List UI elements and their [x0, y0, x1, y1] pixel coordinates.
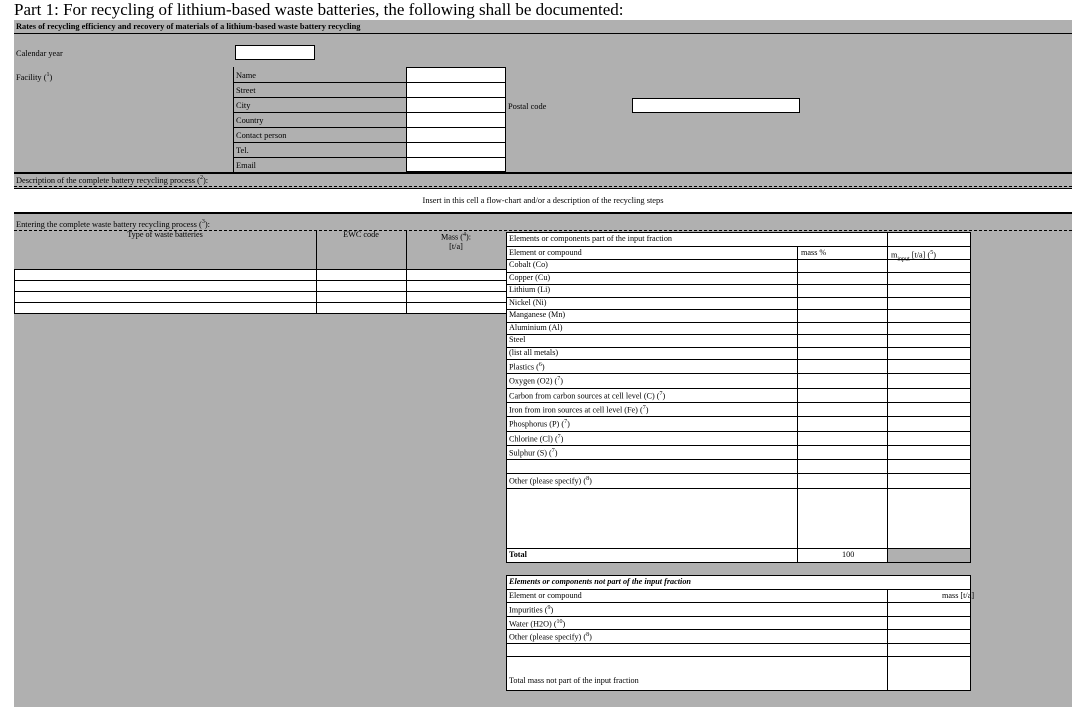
mass-pct-cell[interactable] — [798, 335, 886, 347]
input-row-label: Phosphorus (P) ($^7$) — [509, 419, 570, 429]
input-col-minput: $m_{input}$ [t/a] ($^5$) — [891, 250, 936, 263]
mass-pct-cell[interactable] — [798, 460, 886, 472]
page-heading: Part 1: For recycling of lithium-based waste batteries, the following shall be documented: — [14, 0, 624, 19]
input-row-label: Oxygen (O2) ($^7$) — [509, 376, 563, 387]
not-input-title: Elements or components not part of the input fraction — [509, 577, 691, 586]
facility-field-label: Street — [236, 86, 256, 95]
facility-contact-field[interactable] — [406, 127, 506, 143]
facility-field-label: Email — [236, 161, 257, 170]
entering-label: Entering the complete waste battery recycling process ($^3$): — [16, 219, 210, 229]
mass-pct-cell[interactable] — [798, 432, 886, 444]
not-input-mass-cell[interactable] — [888, 630, 970, 643]
mass-pct-cell[interactable] — [798, 298, 886, 310]
input-row-label: Aluminium (Al) — [509, 322, 563, 332]
minput-cell[interactable] — [888, 403, 970, 415]
minput-cell[interactable] — [888, 474, 970, 486]
input-row-label: Plastics ($^6$) — [509, 362, 545, 372]
not-input-row-label: Water (H2O) ($^{10}$) — [509, 618, 566, 629]
facility-label: Facility ($^1$) — [16, 72, 53, 82]
mass-pct-cell[interactable] — [798, 360, 886, 372]
facility-street-field[interactable] — [406, 82, 506, 98]
col-mass-unit: [t/a] — [449, 242, 463, 251]
not-input-row-label: Impurities ($^9$) — [509, 605, 554, 615]
minput-cell[interactable] — [888, 323, 970, 335]
form-panel — [14, 20, 1072, 707]
not-input-row-label: Other (please specify) ($^8$) — [509, 632, 592, 642]
mass-pct-cell[interactable] — [798, 260, 886, 272]
total-label: Total — [509, 550, 527, 559]
not-input-mass-cell[interactable] — [888, 603, 970, 616]
not-input-col-element: Element or compound — [509, 591, 582, 600]
not-input-total-label: Total mass not part of the input fraction — [509, 676, 639, 685]
battery-entry-row[interactable] — [14, 302, 507, 314]
minput-cell[interactable] — [888, 298, 970, 310]
input-row-label: Other (please specify) ($^8$) — [509, 476, 592, 487]
facility-field-label: Name — [236, 71, 256, 80]
col-type-header: Type of waste batteries — [127, 230, 203, 239]
minput-cell[interactable] — [888, 335, 970, 347]
input-row-label: Cobalt (Co) — [509, 260, 548, 269]
facility-email-field[interactable] — [406, 157, 506, 172]
description-hint: Insert in this cell a flow-chart and/or a description of the recycling steps — [422, 196, 664, 205]
facility-field-label: City — [236, 101, 251, 110]
mass-pct-cell[interactable] — [798, 323, 886, 335]
col-ewc-header: EWC code — [343, 230, 379, 239]
minput-cell[interactable] — [888, 260, 970, 272]
facility-name-field[interactable] — [406, 67, 506, 83]
not-input-col-mass: mass [t/a] — [942, 591, 975, 600]
input-row-label: Carbon from carbon sources at cell level (C) ($^7$) — [509, 390, 666, 401]
minput-cell[interactable] — [888, 446, 970, 458]
mass-pct-cell[interactable] — [798, 474, 886, 486]
input-col-mass-pct: mass % — [801, 248, 827, 257]
input-row-label: Chlorine (Cl) ($^7$) — [509, 433, 564, 444]
mass-pct-cell[interactable] — [798, 273, 886, 285]
mass-pct-cell[interactable] — [798, 403, 886, 415]
mass-pct-cell[interactable] — [798, 285, 886, 297]
mass-pct-cell[interactable] — [798, 348, 886, 360]
total-minput-cell[interactable] — [888, 549, 970, 562]
mass-pct-cell[interactable] — [798, 389, 886, 401]
input-col-element: Element or compound — [509, 248, 582, 257]
facility-country-field[interactable] — [406, 112, 506, 128]
minput-cell[interactable] — [888, 310, 970, 322]
minput-cell[interactable] — [888, 417, 970, 429]
minput-cell[interactable] — [888, 273, 970, 285]
minput-cell[interactable] — [888, 489, 970, 501]
mass-pct-cell[interactable] — [798, 417, 886, 429]
not-input-total-cell[interactable] — [888, 657, 970, 669]
input-row-label: Sulphur (S) ($^7$) — [509, 447, 558, 458]
input-row-label: Nickel (Ni) — [509, 297, 547, 307]
minput-cell[interactable] — [888, 389, 970, 401]
calendar-year-label: Calendar year — [16, 49, 63, 58]
mass-pct-cell[interactable] — [798, 374, 886, 386]
facility-field-label: Tel. — [236, 146, 249, 155]
input-fraction-title: Elements or components part of the input fraction — [509, 234, 673, 243]
facility-city-field[interactable] — [406, 97, 506, 113]
section-title: Rates of recycling efficiency and recovery of materials of a lithium-based waste battery recycling — [16, 22, 361, 31]
not-input-mass-cell[interactable] — [888, 644, 970, 657]
minput-cell[interactable] — [888, 432, 970, 444]
minput-cell[interactable] — [888, 360, 970, 372]
input-row-label: Iron from iron sources at cell level (Fe) ($^7$) — [509, 404, 649, 415]
minput-cell[interactable] — [888, 460, 970, 472]
col-mass-header: Mass ($^4$): — [440, 232, 472, 242]
minput-cell[interactable] — [888, 348, 970, 360]
postal-code-field[interactable] — [632, 98, 800, 113]
facility-field-label: Contact person — [236, 131, 287, 140]
description-label: Description of the complete battery recycling process ($^2$): — [16, 175, 209, 185]
mass-pct-cell[interactable] — [798, 310, 886, 322]
facility-field-label: Country — [236, 116, 264, 125]
total-value: 100 — [842, 550, 855, 559]
minput-cell[interactable] — [888, 285, 970, 297]
mass-pct-cell[interactable] — [798, 489, 886, 501]
calendar-year-field[interactable] — [235, 45, 315, 60]
minput-cell[interactable] — [888, 374, 970, 386]
not-input-mass-cell[interactable] — [888, 617, 970, 630]
input-row-label: Manganese (Mn) — [509, 310, 566, 319]
facility-tel-field[interactable] — [406, 142, 506, 158]
input-row-label: Steel — [509, 335, 526, 344]
input-row-label: Lithium (Li) — [509, 285, 551, 294]
input-row-label: Copper (Cu) — [509, 272, 551, 282]
input-row-label: (list all metals) — [509, 347, 559, 357]
postal-code-label: Postal code — [508, 102, 547, 111]
mass-pct-cell[interactable] — [798, 446, 886, 458]
